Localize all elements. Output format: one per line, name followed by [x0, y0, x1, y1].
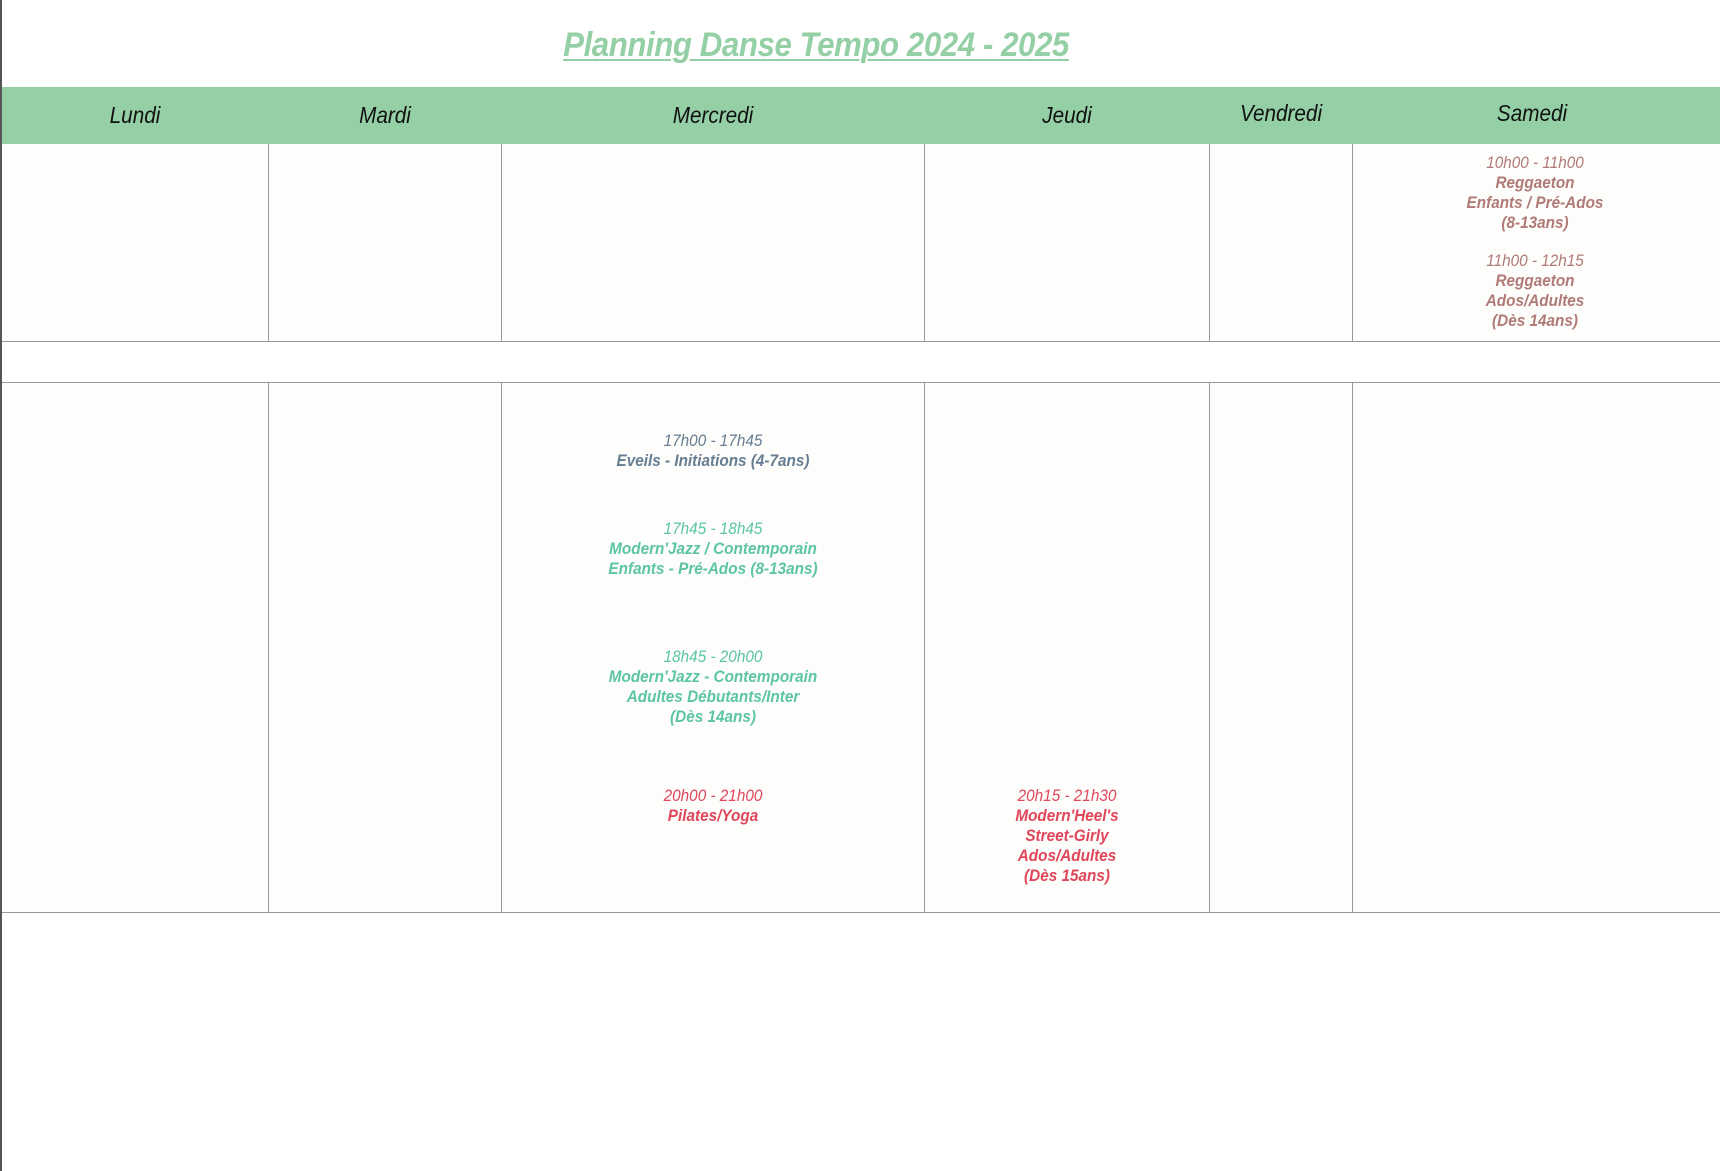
class-eveils: [523, 431, 903, 471]
class-time: 17h45 - 18h45: [663, 519, 763, 538]
class-name: Modern'Jazz - Contemporain Adultes Débutants/Inter (Dès 14ans): [608, 667, 818, 726]
class-time: 18h45 - 20h00: [663, 647, 763, 666]
column-divider: [501, 144, 502, 341]
row-divider: [2, 382, 1720, 383]
row-divider: [2, 341, 1720, 342]
column-divider: [924, 144, 925, 341]
class-time: 11h00 - 12h15: [1486, 251, 1584, 270]
class-name: Pilates/Yoga: [667, 806, 759, 825]
day-mardi: Mardi: [359, 102, 411, 128]
class-time: 20h15 - 21h30: [1017, 786, 1117, 805]
class-time: 20h00 - 21h00: [663, 786, 763, 805]
class-modern-heels: [939, 786, 1195, 886]
class-name: Reggaeton Enfants / Pré-Ados (8-13ans): [1466, 173, 1604, 232]
column-divider: [1352, 382, 1353, 912]
class-pilates-yoga: [523, 786, 903, 826]
column-divider: [1209, 144, 1210, 341]
class-reggaeton-enfants: [1371, 153, 1699, 233]
column-divider: [1352, 144, 1353, 341]
class-reggaeton-adultes: [1371, 251, 1699, 331]
day-vendredi: Vendredi: [1239, 100, 1323, 126]
class-name: Modern'Heel's Street-Girly Ados/Adultes (Dès 15ans): [1015, 806, 1119, 885]
column-divider: [268, 382, 269, 912]
day-mercredi: Mercredi: [672, 102, 754, 128]
class-modern-jazz-adultes: [523, 647, 903, 727]
class-name: Eveils - Initiations (4-7ans): [616, 451, 810, 470]
class-modern-jazz-enfants: [523, 519, 903, 579]
day-samedi: Samedi: [1496, 100, 1568, 126]
column-divider: [924, 382, 925, 912]
class-name: Reggaeton Ados/Adultes (Dès 14ans): [1485, 271, 1585, 330]
day-jeudi: Jeudi: [1042, 102, 1092, 128]
page-title: Planning Danse Tempo 2024 - 2025: [563, 26, 1069, 64]
row-divider: [2, 912, 1720, 913]
class-name: Modern'Jazz / Contemporain Enfants - Pré-Ados (8-13ans): [608, 539, 818, 578]
day-lundi: Lundi: [109, 102, 161, 128]
column-divider: [501, 382, 502, 912]
column-divider: [1209, 382, 1210, 912]
column-divider: [268, 144, 269, 341]
class-time: 17h00 - 17h45: [663, 431, 763, 450]
class-time: 10h00 - 11h00: [1486, 153, 1584, 172]
